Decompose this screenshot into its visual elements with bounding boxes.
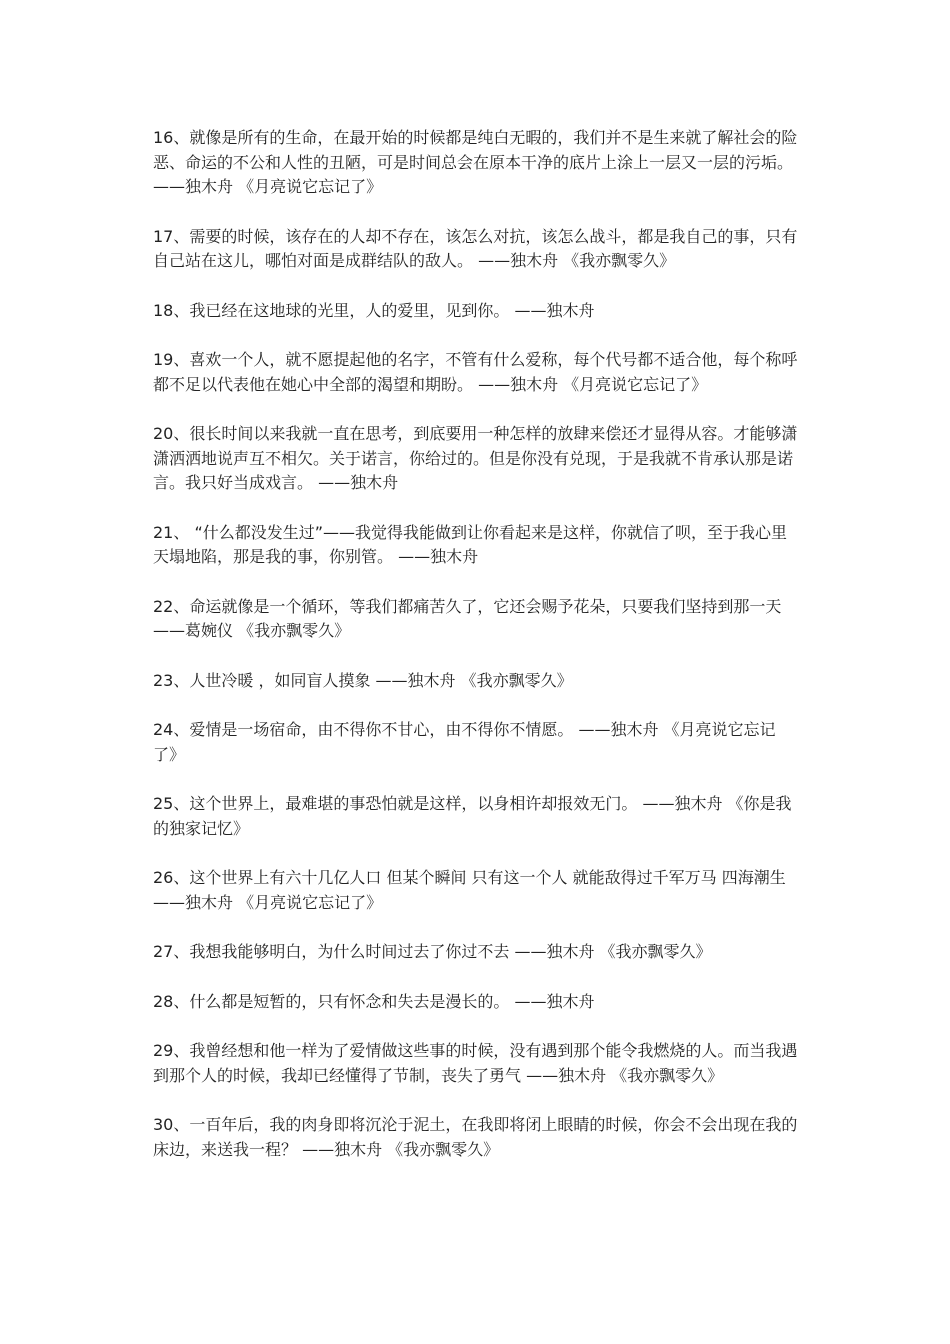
quote-paragraph-18: 18、我已经在这地球的光里，人的爱里，见到你。 ——独木舟 — [153, 300, 595, 320]
quote-paragraph-26: 26、这个世界上有六十几亿人口 但某个瞬间 只有这一个人 就能敌得过千军万马 四海潮生 ——独木舟 《月亮说它忘记了》 — [153, 868, 786, 912]
quote-paragraph-22: 22、命运就像是一个循环，等我们都痛苦久了，它还会赐予花朵，只要我们坚持到那一天 ——葛婉仪 《我亦飘零久》 — [153, 596, 782, 640]
quote-paragraph-30: 30、一百年后，我的肉身即将沉沦于泥土，在我即将闭上眼睛的时候，你会不会出现在我的床边，来送我一程？ ——独木舟 《我亦飘零久》 — [153, 1115, 798, 1159]
quote-paragraph-24: 24、爱情是一场宿命，由不得你不甘心，由不得你不情愿。 ——独木舟 《月亮说它忘记了》 — [153, 720, 776, 764]
quote-paragraph-17: 17、需要的时候，该存在的人却不存在，该怎么对抗，该怎么战斗，都是我自己的事，只有自己站在这儿，哪怕对面是成群结队的敌人。 ——独木舟 《我亦飘零久》 — [153, 226, 798, 270]
quote-paragraph-29: 29、我曾经想和他一样为了爱情做这些事的时候，没有遇到那个能令我燃烧的人。而当我遇到那个人的时候，我却已经懂得了节制，丧失了勇气 ——独木舟 《我亦飘零久》 — [153, 1041, 798, 1085]
quote-paragraph-16: 16、就像是所有的生命，在最开始的时候都是纯白无暇的，我们并不是生来就了解社会的险恶、命运的不公和人性的丑陋，可是时间总会在原本干净的底片上涂上一层又一层的污垢。 ——独木舟 《月亮说它忘记了》 — [153, 128, 798, 196]
quote-paragraph-28: 28、什么都是短暂的，只有怀念和失去是漫长的。 ——独木舟 — [153, 991, 595, 1011]
quote-paragraph-27: 27、我想我能够明白，为什么时间过去了你过不去 ——独木舟 《我亦飘零久》 — [153, 942, 712, 961]
quote-paragraph-23: 23、人世冷暖 ，如同盲人摸象 ——独木舟 《我亦飘零久》 — [153, 670, 573, 690]
quote-list — [153, 126, 799, 1187]
quote-paragraph-19: 19、喜欢一个人，就不愿提起他的名字，不管有什么爱称，每个代号都不适合他，每个称呼都不足以代表他在她心中全部的渴望和期盼。 ——独木舟 《月亮说它忘记了》 — [153, 350, 798, 394]
quote-paragraph-21: 21、 “什么都没发生过”——我觉得我能做到让你看起来是这样，你就信了呗，至于我心里天塌地陷，那是我的事，你别管。 ——独木舟 — [153, 522, 788, 566]
quote-paragraph-20: 20、很长时间以来我就一直在思考，到底要用一种怎样的放肆来偿还才显得从容。才能够潇潇洒洒地说声互不相欠。关于诺言，你给过的。但是你没有兑现，于是我就不肯承认那是诺言。我只好当成戏言。 ——独木舟 — [153, 424, 798, 492]
quote-paragraph-25: 25、这个世界上，最难堪的事恐怕就是这样，以身相许却报效无门。 ——独木舟 《你是我的独家记忆》 — [153, 794, 792, 838]
